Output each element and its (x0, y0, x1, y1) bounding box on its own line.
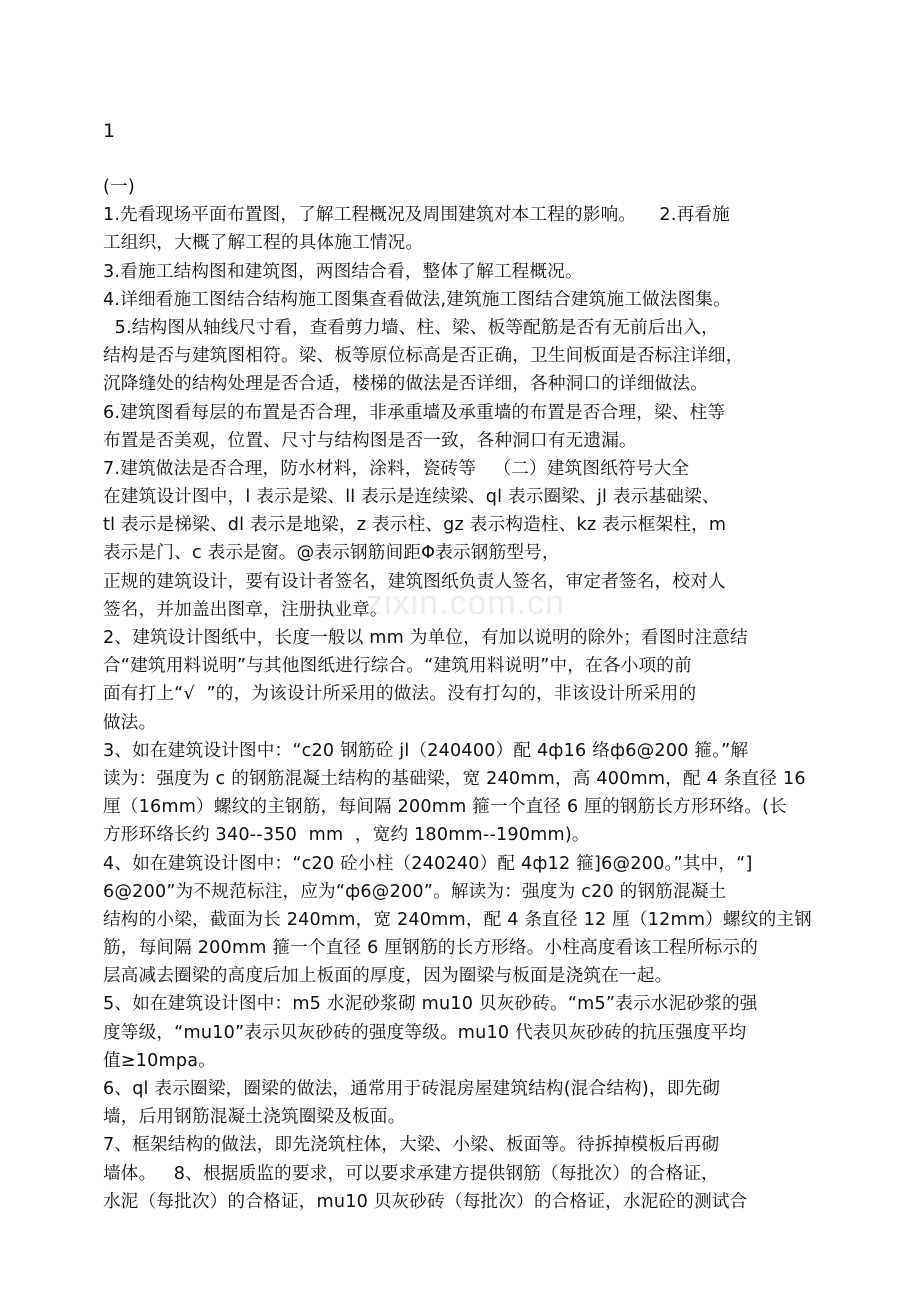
text-line: 读为：强度为 c 的钢筋混凝土结构的基础梁，宽 240mm，高 400mm，配 4 条直径 16 (103, 768, 806, 789)
text-line: 4.详细看施工图结合结构施工图集查看做法,建筑施工图结合建筑施工做法图集。 (103, 289, 731, 310)
text-line: 度等级，“mu10”表示贝灰砂砖的强度等级。mu10 代表贝灰砂砖的抗压强度平均 (103, 1022, 747, 1043)
text-line: 6.建筑图看每层的布置是否合理，非承重墙及承重墙的布置是否合理，梁、柱等 (103, 402, 726, 423)
watermark: zixin.com.cn (366, 584, 566, 622)
text-line: 6、ql 表示圈梁，圈梁的做法，通常用于砖混房屋建筑结构(混合结构)，即先砌 (103, 1079, 721, 1099)
text-line: 2、建筑设计图纸中，长度一般以 mm 为单位，有加以说明的除外；看图时注意结 (103, 628, 748, 648)
text-line: 方形环络长约 340--350 mm ，宽约 180mm--190mm)。 (103, 825, 590, 846)
text-line: 7.建筑做法是否合理，防水材料，涂料，瓷砖等 （二）建筑图纸符号大全 (103, 458, 690, 479)
text-line: 表示是门、c 表示是窗。@表示钢筋间距Φ表示钢筋型号， (103, 543, 560, 564)
text-line: 筋，每间隔 200mm 箍一个直径 6 厘钢筋的长方形络。小柱高度看该工程所标示的 (103, 938, 759, 959)
text-line: 沉降缝处的结构处理是否合适，楼梯的做法是否详细，各种洞口的详细做法。 (103, 374, 708, 395)
text-line: 层高减去圈梁的高度后加上板面的厚度，因为圈梁与板面是浇筑在一起。 (103, 966, 673, 987)
text-line: 6@200”为不规范标注，应为“ф6@200”。解读为：强度为 c20 的钢筋混凝土 (103, 881, 727, 902)
text-line: 水泥（每批次）的合格证，mu10 贝灰砂砖（每批次）的合格证，水泥砼的测试合 (103, 1191, 748, 1212)
text-line: 签名，并加盖出图章，注册执业章。 (103, 599, 388, 620)
text-line: 结构是否与建筑图相符。梁、板等原位标高是否正确，卫生间板面是否标注详细， (103, 346, 744, 367)
text-line: 7、框架结构的做法，即先浇筑柱体，大梁、小梁、板面等。待拆掉模板后再砌 (103, 1135, 720, 1156)
text-line: tl 表示是梯梁、dl 表示是地梁，z 表示柱、gz 表示构造柱、kz 表示框架柱，m (103, 515, 727, 536)
page-number: 1 (103, 120, 116, 142)
text-line: 正规的建筑设计，要有设计者签名，建筑图纸负责人签名，审定者签名，校对人 (103, 571, 726, 592)
text-line: 面有打上“√ ”的，为该设计所采用的做法。没有打勾的，非该设计所采用的 (103, 684, 697, 705)
text-line: 厘（16mm）螺纹的主钢筋，每间隔 200mm 箍一个直径 6 厘的钢筋长方形环络。(长 (103, 797, 787, 818)
text-line: 墙体。 8、根据质监的要求，可以要求承建方提供钢筋（每批次）的合格证， (103, 1163, 719, 1184)
text-line: 墙，后用钢筋混凝土浇筑圈梁及板面。 (103, 1107, 406, 1128)
text-line: 做法。 (103, 712, 157, 733)
text-line: (一) (103, 177, 135, 197)
text-line: 工组织，大概了解工程的具体施工情况。 (103, 233, 424, 254)
text-line: 3、如在建筑设计图中：“c20 钢筋砼 jl（240400）配 4ф16 络ф6@200 箍。”解 (103, 740, 749, 761)
text-line: 合“建筑用料说明”与其他图纸进行综合。“建筑用料说明”中，在各小项的前 (103, 656, 692, 677)
text-line: 3.看施工结构图和建筑图，两图结合看，整体了解工程概况。 (103, 261, 583, 282)
text-line: 在建筑设计图中，l 表示是梁、ll 表示是连续梁、ql 表示圈梁、jl 表示基础梁、 (103, 487, 720, 508)
text-line: 5、如在建筑设计图中：m5 水泥砂浆砌 mu10 贝灰砂砖。“m5”表示水泥砂浆的强 (103, 994, 758, 1015)
text-line: 5.结构图从轴线尺寸看，查看剪力墙、柱、梁、板等配筋是否有无前后出入， (103, 317, 719, 338)
text-line: 4、如在建筑设计图中：“c20 砼小柱（240240）配 4ф12 箍]6@200。”其中，“] (103, 853, 753, 874)
document-body (103, 173, 863, 1216)
text-line: 布置是否美观，位置、尺寸与结构图是否一致，各种洞口有无遗漏。 (103, 430, 637, 451)
text-line: 值≥10mpa。 (103, 1050, 217, 1071)
text-line: 1.先看现场平面布置图，了解工程概况及周围建筑对本工程的影响。 2.再看施 (103, 205, 730, 226)
text-line: 结构的小梁，截面为长 240mm，宽 240mm，配 4 条直径 12 厘（12mm）螺纹的主钢 (103, 909, 812, 930)
